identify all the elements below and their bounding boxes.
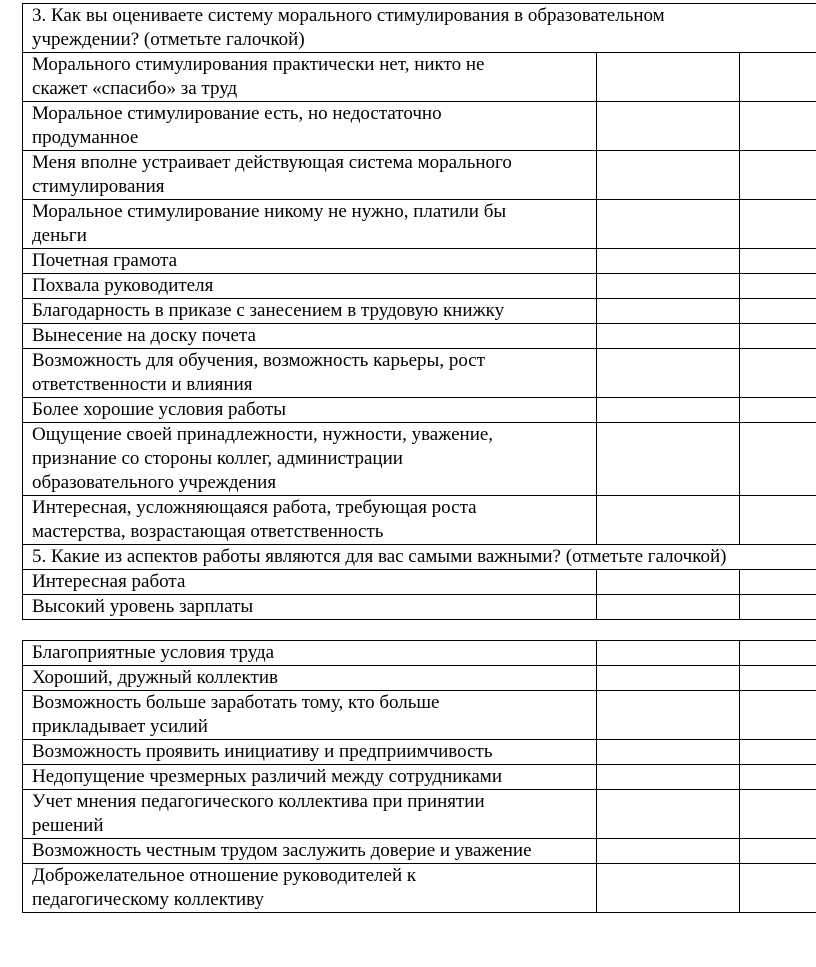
checkbox-cell[interactable] (597, 249, 740, 274)
table-row (23, 790, 816, 839)
option-label: Вынесение на доску почета (23, 324, 597, 349)
option-label: Благодарность в приказе с занесением в трудовую книжку (23, 299, 597, 324)
table-row (23, 691, 816, 740)
table-row (23, 740, 816, 765)
option-label: Высокий уровень зарплаты (23, 595, 597, 620)
table-row (23, 249, 816, 274)
checkbox-cell[interactable] (597, 102, 740, 151)
checkbox-cell[interactable] (740, 423, 816, 496)
option-label: Возможность проявить инициативу и предприимчивость (23, 740, 597, 765)
checkbox-cell[interactable] (740, 595, 816, 620)
question-3-text: 3. Как вы оцениваете систему морального стимулирования в образовательном учреждении? (отметьте галочкой) (23, 4, 816, 53)
checkbox-cell[interactable] (597, 274, 740, 299)
table-row (23, 595, 816, 620)
option-label: Морального стимулирования практически нет, никто не скажет «спасибо» за труд (23, 53, 597, 102)
table-row (23, 496, 816, 545)
checkbox-cell[interactable] (597, 740, 740, 765)
checkbox-cell[interactable] (740, 398, 816, 423)
table-row (23, 349, 816, 398)
checkbox-cell[interactable] (740, 151, 816, 200)
option-label: Более хорошие условия работы (23, 398, 597, 423)
table-row (23, 864, 816, 913)
checkbox-cell[interactable] (740, 839, 816, 864)
table-row (23, 102, 816, 151)
option-label: Учет мнения педагогического коллектива при принятии решений (23, 790, 597, 839)
checkbox-cell[interactable] (597, 496, 740, 545)
question-3-header (23, 4, 816, 53)
table-row (23, 423, 816, 496)
checkbox-cell[interactable] (597, 151, 740, 200)
checkbox-cell[interactable] (740, 570, 816, 595)
checkbox-cell[interactable] (740, 200, 816, 249)
checkbox-cell[interactable] (597, 839, 740, 864)
checkbox-cell[interactable] (740, 790, 816, 839)
table-row (23, 398, 816, 423)
checkbox-cell[interactable] (597, 324, 740, 349)
checkbox-cell[interactable] (597, 349, 740, 398)
checkbox-cell[interactable] (740, 864, 816, 913)
option-label: Доброжелательное отношение руководителей к педагогическому коллективу (23, 864, 597, 913)
survey-table-part-1 (22, 3, 816, 620)
table-row (23, 570, 816, 595)
checkbox-cell[interactable] (597, 299, 740, 324)
checkbox-cell[interactable] (597, 691, 740, 740)
checkbox-cell[interactable] (740, 641, 816, 666)
survey-table-part-2 (22, 640, 816, 913)
checkbox-cell[interactable] (740, 496, 816, 545)
checkbox-cell[interactable] (740, 324, 816, 349)
checkbox-cell[interactable] (597, 570, 740, 595)
option-label: Меня вполне устраивает действующая система морального стимулирования (23, 151, 597, 200)
checkbox-cell[interactable] (597, 666, 740, 691)
checkbox-cell[interactable] (597, 641, 740, 666)
question-5-text: 5. Какие из аспектов работы являются для вас самыми важными? (отметьте галочкой) (23, 545, 816, 570)
option-label: Моральное стимулирование есть, но недостаточно продуманное (23, 102, 597, 151)
table-row (23, 299, 816, 324)
checkbox-cell[interactable] (740, 349, 816, 398)
option-label: Похвала руководителя (23, 274, 597, 299)
option-label: Возможность для обучения, возможность карьеры, рост ответственности и влияния (23, 349, 597, 398)
option-label: Недопущение чрезмерных различий между сотрудниками (23, 765, 597, 790)
checkbox-cell[interactable] (597, 200, 740, 249)
table-row (23, 151, 816, 200)
table-row (23, 765, 816, 790)
checkbox-cell[interactable] (740, 691, 816, 740)
checkbox-cell[interactable] (597, 398, 740, 423)
option-label: Благоприятные условия труда (23, 641, 597, 666)
table-row (23, 53, 816, 102)
checkbox-cell[interactable] (740, 299, 816, 324)
checkbox-cell[interactable] (597, 53, 740, 102)
checkbox-cell[interactable] (597, 790, 740, 839)
checkbox-cell[interactable] (740, 53, 816, 102)
option-label: Интересная, усложняющаяся работа, требующая роста мастерства, возрастающая ответственность (23, 496, 597, 545)
option-label: Ощущение своей принадлежности, нужности, уважение, признание со стороны коллег, администрации образовательного учреждения (23, 423, 597, 496)
table-row (23, 666, 816, 691)
table-row (23, 641, 816, 666)
question-5-header (23, 545, 816, 570)
option-label: Интересная работа (23, 570, 597, 595)
option-label: Хороший, дружный коллектив (23, 666, 597, 691)
option-label: Возможность больше заработать тому, кто больше прикладывает усилий (23, 691, 597, 740)
table-row (23, 324, 816, 349)
option-label: Моральное стимулирование никому не нужно, платили бы деньги (23, 200, 597, 249)
checkbox-cell[interactable] (597, 423, 740, 496)
checkbox-cell[interactable] (740, 740, 816, 765)
checkbox-cell[interactable] (597, 765, 740, 790)
checkbox-cell[interactable] (740, 249, 816, 274)
table-row (23, 274, 816, 299)
option-label: Почетная грамота (23, 249, 597, 274)
checkbox-cell[interactable] (597, 595, 740, 620)
checkbox-cell[interactable] (597, 864, 740, 913)
table-row (23, 839, 816, 864)
checkbox-cell[interactable] (740, 102, 816, 151)
checkbox-cell[interactable] (740, 666, 816, 691)
checkbox-cell[interactable] (740, 274, 816, 299)
checkbox-cell[interactable] (740, 765, 816, 790)
table-row (23, 200, 816, 249)
option-label: Возможность честным трудом заслужить доверие и уважение (23, 839, 597, 864)
